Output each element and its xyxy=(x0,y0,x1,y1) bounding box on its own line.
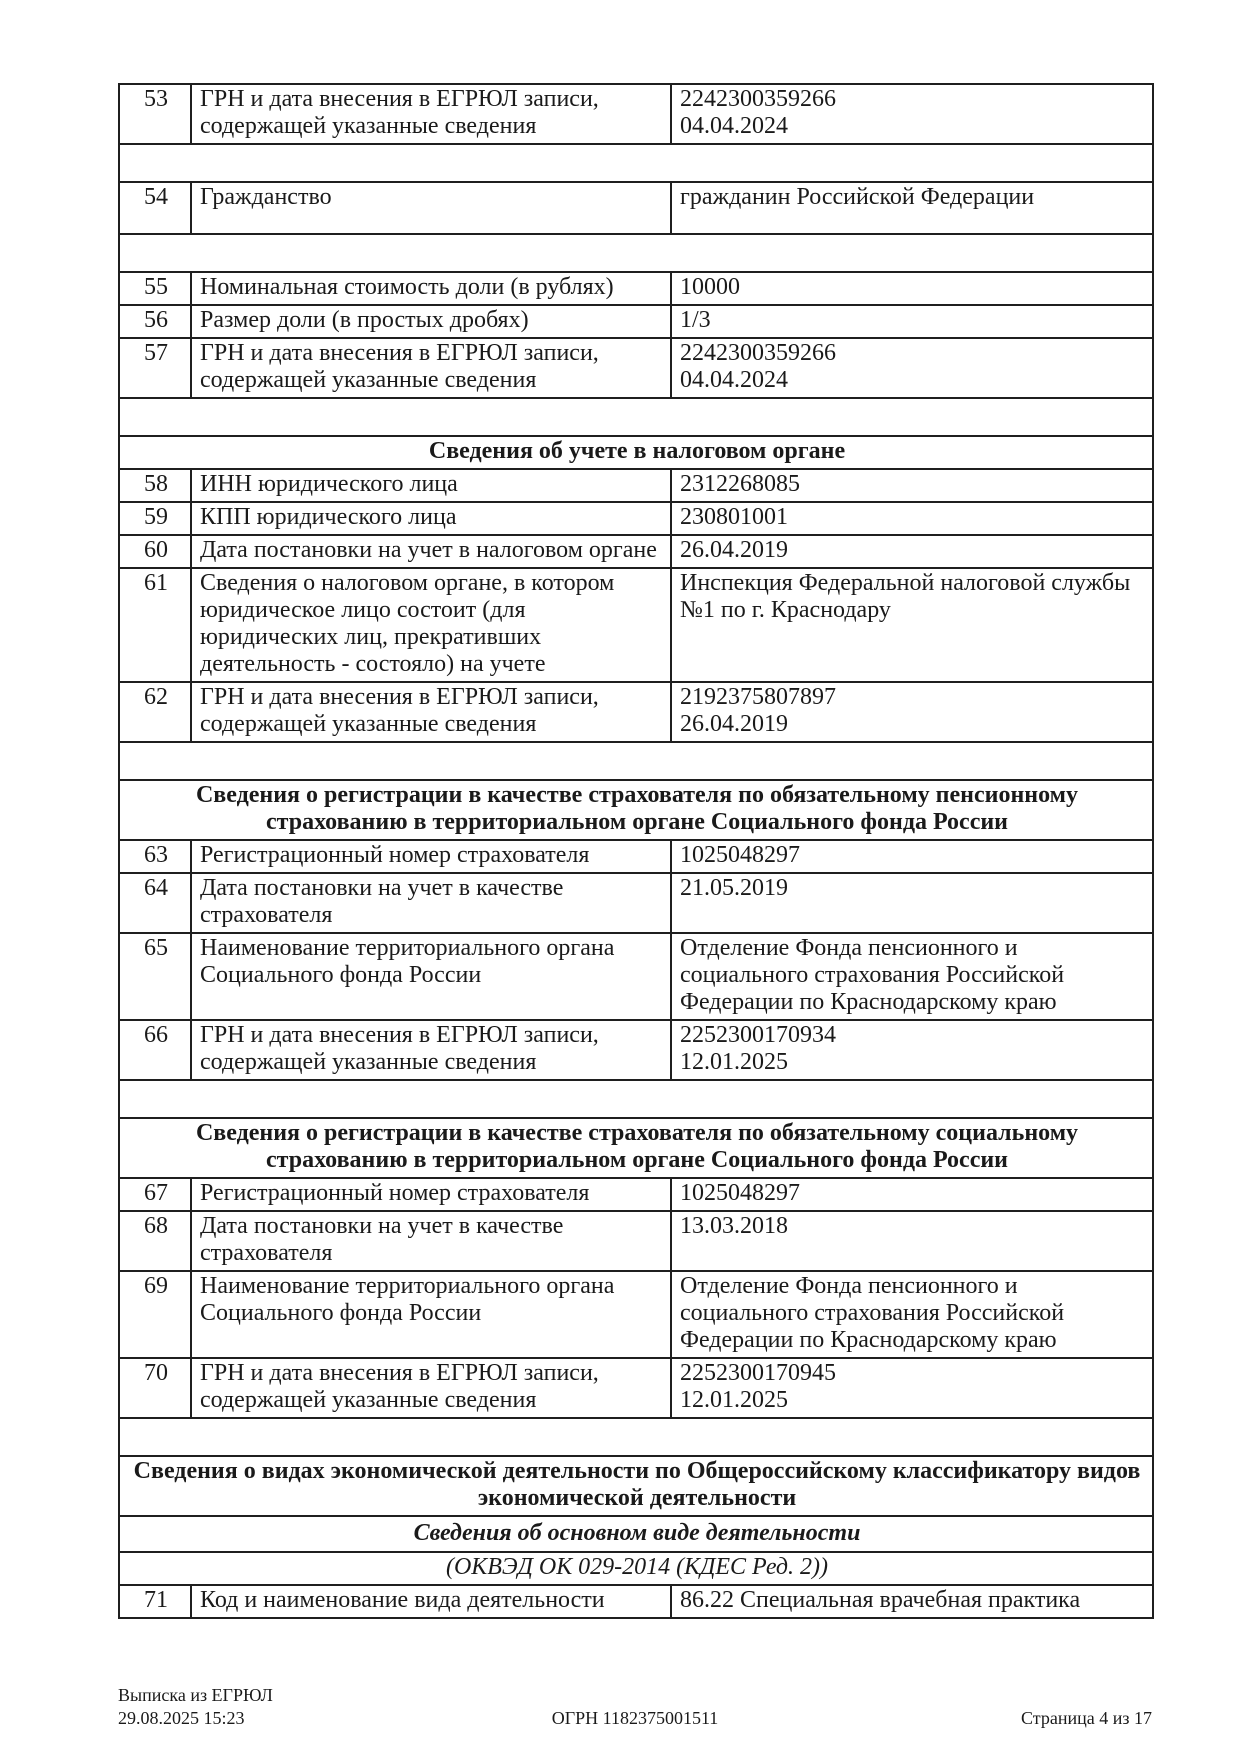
row-label-cell: Код и наименование вида деятельности xyxy=(191,1585,671,1618)
row-number-cell: 59 xyxy=(119,502,191,535)
section-header: (ОКВЭД ОК 029-2014 (КДЕС Ред. 2)) xyxy=(119,1552,1153,1585)
value-line: 2252300170934 xyxy=(680,1022,836,1048)
table-row xyxy=(119,1211,1153,1271)
table-row xyxy=(119,535,1153,568)
row-number-cell: 60 xyxy=(119,535,191,568)
value-line: 21.05.2019 xyxy=(680,875,788,901)
row-value-cell xyxy=(671,1178,1153,1211)
value-line: Отделение Фонда пенсионного и социального страхования Российской Федерации по Краснодарскому краю xyxy=(680,935,1065,1015)
footer-ogrn: ОГРН 1182375001511 xyxy=(551,1708,719,1728)
section-header: Сведения о видах экономической деятельности по Общероссийскому классификатору видов экономической деятельности xyxy=(119,1456,1153,1516)
table-row xyxy=(119,502,1153,535)
footer-page-number: Страница 4 из 17 xyxy=(1021,1708,1152,1728)
row-number-cell: 71 xyxy=(119,1585,191,1618)
row-label-cell: Наименование территориального органа Социального фонда России xyxy=(191,933,671,1020)
value-line: 1025048297 xyxy=(680,842,800,868)
row-value-cell xyxy=(671,682,1153,742)
row-label-cell: ГРН и дата внесения в ЕГРЮЛ записи, содержащей указанные сведения xyxy=(191,1020,671,1080)
row-number-cell: 69 xyxy=(119,1271,191,1358)
table-row xyxy=(119,182,1153,234)
table-row xyxy=(119,1020,1153,1080)
table-row xyxy=(119,873,1153,933)
table-row xyxy=(119,272,1153,305)
row-value-cell xyxy=(671,1358,1153,1418)
row-number-cell: 55 xyxy=(119,272,191,305)
table-row xyxy=(119,338,1153,398)
value-line: 26.04.2019 xyxy=(680,711,788,737)
row-value-cell xyxy=(671,933,1153,1020)
egrul-table xyxy=(118,83,1154,1619)
row-number-cell: 70 xyxy=(119,1358,191,1418)
row-number-cell: 63 xyxy=(119,840,191,873)
spacer-row xyxy=(119,144,1153,182)
row-label-cell: Наименование территориального органа Социального фонда России xyxy=(191,1271,671,1358)
value-line: гражданин Российской Федерации xyxy=(680,184,1035,210)
row-number-cell: 53 xyxy=(119,84,191,144)
value-line: 2242300359266 xyxy=(680,340,836,366)
row-label-cell: ГРН и дата внесения в ЕГРЮЛ записи, содержащей указанные сведения xyxy=(191,84,671,144)
row-value-cell xyxy=(671,1585,1153,1618)
row-number-cell: 66 xyxy=(119,1020,191,1080)
row-label-cell: Дата постановки на учет в качестве страхователя xyxy=(191,1211,671,1271)
row-number-cell: 62 xyxy=(119,682,191,742)
section-header-row xyxy=(119,1456,1153,1516)
egrul-table-body xyxy=(119,84,1153,1618)
section-header-row xyxy=(119,1118,1153,1178)
value-line: 1/3 xyxy=(680,307,711,333)
row-value-cell xyxy=(671,535,1153,568)
value-line: 04.04.2024 xyxy=(680,367,788,393)
row-label-cell: Регистрационный номер страхователя xyxy=(191,1178,671,1211)
row-value-cell xyxy=(671,272,1153,305)
section-header: Сведения о регистрации в качестве страхователя по обязательному социальному страхованию в территориальном органе Социального фонда России xyxy=(119,1118,1153,1178)
row-label-cell: КПП юридического лица xyxy=(191,502,671,535)
row-label-cell: Размер доли (в простых дробях) xyxy=(191,305,671,338)
row-value-cell xyxy=(671,182,1153,234)
table-row xyxy=(119,1271,1153,1358)
row-value-cell xyxy=(671,1020,1153,1080)
row-number-cell: 67 xyxy=(119,1178,191,1211)
row-value-cell xyxy=(671,469,1153,502)
section-header: Сведения об основном виде деятельности xyxy=(119,1516,1153,1552)
row-number-cell: 68 xyxy=(119,1211,191,1271)
row-value-cell xyxy=(671,338,1153,398)
spacer-cell xyxy=(119,234,1153,272)
row-label-cell: Номинальная стоимость доли (в рублях) xyxy=(191,272,671,305)
table-row xyxy=(119,305,1153,338)
row-number-cell: 61 xyxy=(119,568,191,682)
section-header: Сведения о регистрации в качестве страхователя по обязательному пенсионному страхованию в территориальном органе Социального фонда России xyxy=(119,780,1153,840)
section-header: Сведения об учете в налоговом органе xyxy=(119,436,1153,469)
row-number-cell: 65 xyxy=(119,933,191,1020)
row-number-cell: 57 xyxy=(119,338,191,398)
spacer-cell xyxy=(119,398,1153,436)
section-header-row xyxy=(119,1516,1153,1552)
spacer-cell xyxy=(119,1418,1153,1456)
row-value-cell xyxy=(671,1211,1153,1271)
row-value-cell xyxy=(671,1271,1153,1358)
row-label-cell: ГРН и дата внесения в ЕГРЮЛ записи, содержащей указанные сведения xyxy=(191,338,671,398)
spacer-cell xyxy=(119,144,1153,182)
footer-left-block xyxy=(118,1684,273,1730)
spacer-cell xyxy=(119,1080,1153,1118)
table-row xyxy=(119,84,1153,144)
footer-doc-type: Выписка из ЕГРЮЛ xyxy=(118,1685,273,1705)
value-line: 2192375807897 xyxy=(680,684,836,710)
row-label-cell: Гражданство xyxy=(191,182,671,234)
row-label-cell: Регистрационный номер страхователя xyxy=(191,840,671,873)
row-value-cell xyxy=(671,502,1153,535)
row-number-cell: 58 xyxy=(119,469,191,502)
spacer-row xyxy=(119,1418,1153,1456)
value-line: 2312268085 xyxy=(680,471,800,497)
spacer-row xyxy=(119,398,1153,436)
value-line: 10000 xyxy=(680,274,740,300)
table-row xyxy=(119,682,1153,742)
table-row xyxy=(119,469,1153,502)
spacer-row xyxy=(119,742,1153,780)
table-row xyxy=(119,568,1153,682)
section-header-row xyxy=(119,780,1153,840)
value-line: 86.22 Специальная врачебная практика xyxy=(680,1587,1081,1613)
section-header-row xyxy=(119,436,1153,469)
row-number-cell: 64 xyxy=(119,873,191,933)
row-label-cell: Дата постановки на учет в налоговом органе xyxy=(191,535,671,568)
row-value-cell xyxy=(671,84,1153,144)
table-row xyxy=(119,933,1153,1020)
value-line: Отделение Фонда пенсионного и социального страхования Российской Федерации по Краснодарскому краю xyxy=(680,1273,1065,1353)
row-value-cell xyxy=(671,840,1153,873)
footer-timestamp: 29.08.2025 15:23 xyxy=(118,1708,245,1728)
table-row xyxy=(119,840,1153,873)
value-line: 12.01.2025 xyxy=(680,1387,788,1413)
row-label-cell: ГРН и дата внесения в ЕГРЮЛ записи, содержащей указанные сведения xyxy=(191,1358,671,1418)
row-number-cell: 56 xyxy=(119,305,191,338)
row-value-cell xyxy=(671,568,1153,682)
table-row xyxy=(119,1358,1153,1418)
row-label-cell: Сведения о налоговом органе, в котором юридическое лицо состоит (для юридических лиц, прекративших деятельность - состояло) на учете xyxy=(191,568,671,682)
spacer-cell xyxy=(119,742,1153,780)
value-line: 13.03.2018 xyxy=(680,1213,788,1239)
value-line: Инспекция Федеральной налоговой службы №1 по г. Краснодару xyxy=(680,570,1131,623)
row-label-cell: ИНН юридического лица xyxy=(191,469,671,502)
row-value-cell xyxy=(671,873,1153,933)
value-line: 04.04.2024 xyxy=(680,113,788,139)
table-row xyxy=(119,1178,1153,1211)
row-number-cell: 54 xyxy=(119,182,191,234)
row-label-cell: Дата постановки на учет в качестве страхователя xyxy=(191,873,671,933)
table-row xyxy=(119,1585,1153,1618)
value-line: 12.01.2025 xyxy=(680,1049,788,1075)
row-label-cell: ГРН и дата внесения в ЕГРЮЛ записи, содержащей указанные сведения xyxy=(191,682,671,742)
value-line: 2242300359266 xyxy=(680,86,836,112)
section-header-row xyxy=(119,1552,1153,1585)
value-line: 230801001 xyxy=(680,504,788,530)
spacer-row xyxy=(119,234,1153,272)
value-line: 1025048297 xyxy=(680,1180,800,1206)
spacer-row xyxy=(119,1080,1153,1118)
value-line: 26.04.2019 xyxy=(680,537,788,563)
value-line: 2252300170945 xyxy=(680,1360,836,1386)
row-value-cell xyxy=(671,305,1153,338)
